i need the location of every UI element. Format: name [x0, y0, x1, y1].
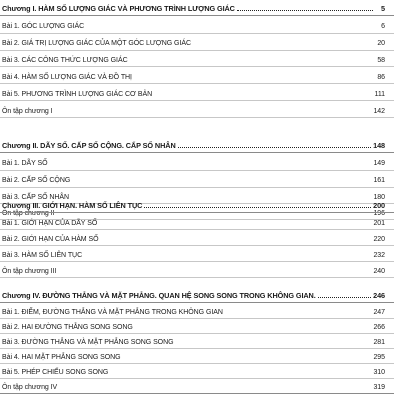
chapter-page-number: 148 — [373, 141, 385, 150]
entry-page-number: 111 — [374, 91, 385, 98]
entry-page-number: 58 — [377, 57, 385, 64]
entry-title: Bài 2. HAI ĐƯỜNG THẲNG SONG SONG — [2, 324, 133, 331]
chapter-title: Chương IV. ĐƯỜNG THẲNG VÀ MẶT PHẲNG. QUAN HỆ SONG SONG TRONG KHÔNG GIAN. — [2, 291, 316, 300]
row-divider — [0, 117, 394, 118]
chapter-heading[interactable] — [2, 287, 385, 300]
entry-page-number: 161 — [373, 177, 385, 184]
row-divider — [0, 277, 394, 278]
chapter-page-number: 246 — [373, 291, 385, 300]
entry-title: Bài 1. DÃY SỐ — [2, 160, 48, 167]
chapter-heading[interactable] — [2, 0, 385, 13]
toc-entry[interactable] — [2, 35, 385, 48]
toc-entry[interactable] — [2, 18, 385, 31]
entry-page-number: 281 — [373, 339, 385, 346]
entry-title: Ôn tập chương I — [2, 108, 53, 115]
row-divider — [0, 245, 394, 246]
chapter-title: Chương I. HÀM SỐ LƯỢNG GIÁC VÀ PHƯƠNG TRÌNH LƯỢNG GIÁC — [2, 4, 235, 13]
row-divider — [0, 33, 394, 34]
entry-page-number: 232 — [373, 252, 385, 259]
toc-entry[interactable] — [2, 155, 385, 168]
entry-title: Bài 5. PHƯƠNG TRÌNH LƯỢNG GIÁC CƠ BẢN — [2, 91, 153, 98]
toc-entry[interactable] — [2, 263, 385, 276]
chapter-rule — [0, 212, 394, 213]
toc-entry[interactable] — [2, 304, 385, 317]
entry-title: Bài 2. GIÁ TRỊ LƯỢNG GIÁC CỦA MỘT GÓC LƯỢNG GIÁC — [2, 40, 191, 47]
toc-entry[interactable] — [2, 319, 385, 332]
entry-title: Bài 1. GÓC LƯỢNG GIÁC — [2, 23, 85, 30]
chapter-rule — [0, 152, 394, 153]
entry-page-number: 86 — [377, 74, 385, 81]
entry-title: Bài 4. HAI MẶT PHẲNG SONG SONG — [2, 354, 121, 361]
entry-page-number: 180 — [373, 194, 385, 201]
dot-leader — [144, 207, 371, 208]
entry-page-number: 220 — [373, 236, 385, 243]
entry-page-number: 266 — [373, 324, 385, 331]
row-divider — [0, 229, 394, 230]
entry-title: Bài 1. ĐIỂM, ĐƯỜNG THẲNG VÀ MẶT PHẲNG TRONG KHÔNG GIAN — [2, 309, 223, 316]
toc-entry[interactable] — [2, 364, 385, 377]
entry-title: Bài 2. CẤP SỐ CỘNG — [2, 177, 71, 184]
row-divider — [0, 261, 394, 262]
chapter-title: Chương III. GIỚI HẠN. HÀM SỐ LIÊN TỤC — [2, 201, 143, 210]
entry-title: Ôn tập chương IV — [2, 384, 58, 391]
entry-page-number: 295 — [373, 354, 385, 361]
toc-entry[interactable] — [2, 172, 385, 185]
entry-page-number: 149 — [373, 160, 385, 167]
entry-page-number: 319 — [373, 384, 385, 391]
entry-page-number: 20 — [377, 40, 385, 47]
toc-entry[interactable] — [2, 334, 385, 347]
toc-entry[interactable] — [2, 215, 385, 228]
dot-leader — [318, 297, 371, 298]
entry-title: Bài 5. PHÉP CHIẾU SONG SONG — [2, 369, 109, 376]
row-divider — [0, 66, 394, 67]
entry-title: Bài 3. ĐƯỜNG THẲNG VÀ MẶT PHẲNG SONG SONG — [2, 339, 174, 346]
toc-entry[interactable] — [2, 379, 385, 392]
entry-page-number: 201 — [373, 220, 385, 227]
entry-page-number: 6 — [381, 23, 385, 30]
entry-title: Bài 3. CẤP SỐ NHÂN — [2, 194, 70, 201]
entry-page-number: 247 — [373, 309, 385, 316]
chapter-heading[interactable] — [2, 197, 385, 210]
entry-title: Bài 4. HÀM SỐ LƯỢNG GIÁC VÀ ĐỒ THỊ — [2, 74, 132, 81]
toc-entry[interactable] — [2, 52, 385, 65]
toc-entry[interactable] — [2, 231, 385, 244]
entry-title: Bài 3. HÀM SỐ LIÊN TỤC — [2, 252, 83, 259]
entry-title: Ôn tập chương III — [2, 268, 57, 275]
chapter-rule — [0, 393, 394, 394]
entry-page-number: 196 — [373, 210, 385, 217]
toc-entry[interactable] — [2, 103, 385, 116]
entry-page-number: 142 — [373, 108, 385, 115]
entry-title: Bài 2. GIỚI HẠN CỦA HÀM SỐ — [2, 236, 99, 243]
row-divider — [0, 187, 394, 188]
chapter-page-number: 200 — [373, 201, 385, 210]
chapter-rule — [0, 15, 394, 16]
entry-title: Bài 1. GIỚI HẠN CỦA DÃY SỐ — [2, 220, 98, 227]
entry-page-number: 310 — [373, 369, 385, 376]
row-divider — [0, 50, 394, 51]
next-chapter-heading-cutoff — [0, 393, 400, 400]
entry-title: Ôn tập chương II — [2, 210, 55, 217]
chapter-title: Chương II. DÃY SỐ. CẤP SỐ CỘNG. CẤP SỐ NHÂN — [2, 141, 176, 150]
dot-leader — [237, 10, 373, 11]
toc-entry[interactable] — [2, 69, 385, 82]
row-divider — [0, 170, 394, 171]
row-divider — [0, 100, 394, 101]
entry-title: Bài 3. CÁC CÔNG THỨC LƯỢNG GIÁC — [2, 57, 128, 64]
chapter-heading[interactable] — [2, 137, 385, 150]
toc-entry[interactable] — [2, 349, 385, 362]
toc-entry[interactable] — [2, 86, 385, 99]
row-divider — [0, 83, 394, 84]
chapter-rule — [0, 302, 394, 303]
dot-leader — [178, 147, 372, 148]
toc-entry[interactable] — [2, 247, 385, 260]
entry-page-number: 240 — [373, 268, 385, 275]
chapter-page-number: 5 — [381, 4, 385, 13]
